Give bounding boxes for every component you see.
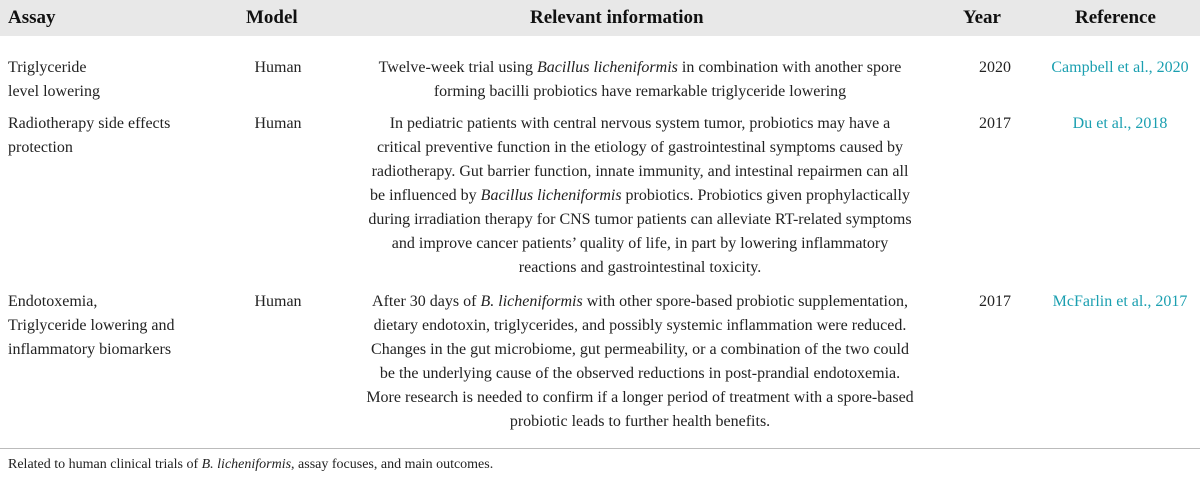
info-text: probiotics. Probiotics given prophylactically: [621, 187, 910, 204]
table-header: [0, 0, 1200, 36]
info-text: forming bacilli probiotics have remarkable triglyceride lowering: [433, 83, 847, 100]
footnote-species: B. licheniformis: [201, 457, 292, 472]
info-text: with other spore-based probiotic supplementation,: [582, 293, 908, 310]
assay-line: Triglyceride: [8, 59, 87, 76]
info-line: [336, 362, 944, 386]
info-text: probiotic leads to further health benefits.: [509, 413, 771, 430]
cell-year: [950, 56, 1040, 80]
reference-link[interactable]: Campbell et al., 2020: [1051, 59, 1189, 76]
info-line: [336, 290, 944, 314]
header-assay: Assay: [8, 7, 56, 28]
cell-assay: [8, 56, 100, 104]
header-year: Year: [963, 7, 1001, 28]
cell-model: [228, 290, 328, 314]
cell-model: [228, 56, 328, 80]
year-text: 2017: [979, 115, 1011, 132]
info-line: [336, 112, 944, 136]
cell-reference: [1040, 112, 1200, 136]
assay-line: protection: [8, 139, 73, 156]
info-line: [336, 314, 944, 338]
info-text: After 30 days of: [372, 293, 481, 310]
model-text: Human: [254, 115, 302, 132]
info-line: [336, 184, 944, 208]
info-text: reactions and gastrointestinal toxicity.: [518, 259, 762, 276]
info-line: [336, 208, 944, 232]
info-text: critical preventive function in the etiology of gastrointestinal symptoms caused by: [376, 139, 904, 156]
info-line: [336, 136, 944, 160]
header-relevant-information: Relevant information: [530, 7, 704, 28]
info-text: dietary endotoxin, triglycerides, and possibly systemic inflammation were reduced.: [373, 317, 907, 334]
cell-year: [950, 290, 1040, 314]
info-line: [336, 80, 944, 104]
info-text: radiotherapy. Gut barrier function, innate immunity, and intestinal repairmen can all: [371, 163, 909, 180]
footnote-text-start: Related to human clinical trials of: [8, 457, 202, 472]
info-line: [336, 386, 944, 410]
assay-line: Radiotherapy side effects: [8, 115, 171, 132]
info-text: Changes in the gut microbiome, gut permeability, or a combination of the two could: [371, 341, 909, 358]
cell-year: [950, 112, 1040, 136]
cell-model: [228, 112, 328, 136]
info-text: More research is needed to confirm if a longer period of treatment with a spore-based: [366, 389, 914, 406]
cell-assay: [8, 112, 170, 160]
info-species-italic: B. licheniformis: [480, 293, 583, 310]
reference-link[interactable]: McFarlin et al., 2017: [1052, 293, 1188, 310]
info-line: [336, 232, 944, 256]
info-line: [336, 256, 944, 280]
info-text: be the underlying cause of the observed reductions in post-prandial endotoxemia.: [379, 365, 901, 382]
footnote-text-end: , assay focuses, and main outcomes.: [291, 457, 494, 472]
assay-line: inflammatory biomarkers: [8, 341, 172, 358]
table-footnote: [8, 457, 493, 473]
assay-line: Endotoxemia,: [8, 293, 98, 310]
header-model: Model: [246, 7, 298, 28]
info-species-italic: Bacillus licheniformis: [537, 59, 678, 76]
model-text: Human: [254, 59, 302, 76]
info-text: Twelve-week trial using: [378, 59, 537, 76]
cell-reference: [1040, 56, 1200, 80]
cell-reference: [1040, 290, 1200, 314]
cell-relevant-information: [336, 112, 944, 280]
info-line: [336, 160, 944, 184]
info-text: during irradiation therapy for CNS tumor patients can alleviate RT-related symptoms: [368, 211, 912, 228]
assay-line: Triglyceride lowering and: [8, 317, 175, 334]
year-text: 2017: [979, 293, 1011, 310]
info-line: [336, 338, 944, 362]
year-text: 2020: [979, 59, 1011, 76]
cell-assay: [8, 290, 174, 362]
info-species-italic: Bacillus licheniformis: [480, 187, 622, 204]
assay-line: level lowering: [8, 83, 100, 100]
info-text: be influenced by: [370, 187, 481, 204]
cell-relevant-information: [336, 290, 944, 434]
model-text: Human: [254, 293, 302, 310]
info-text: In pediatric patients with central nervous system tumor, probiotics may have a: [389, 115, 891, 132]
info-text: and improve cancer patients’ quality of life, in part by lowering inflammatory: [391, 235, 889, 252]
reference-link[interactable]: Du et al., 2018: [1072, 115, 1168, 132]
header-reference: Reference: [1075, 7, 1156, 28]
info-line: [336, 410, 944, 434]
info-line: [336, 56, 944, 80]
info-text: in combination with another spore: [677, 59, 902, 76]
table-bottom-rule: [0, 448, 1200, 449]
cell-relevant-information: [336, 56, 944, 104]
